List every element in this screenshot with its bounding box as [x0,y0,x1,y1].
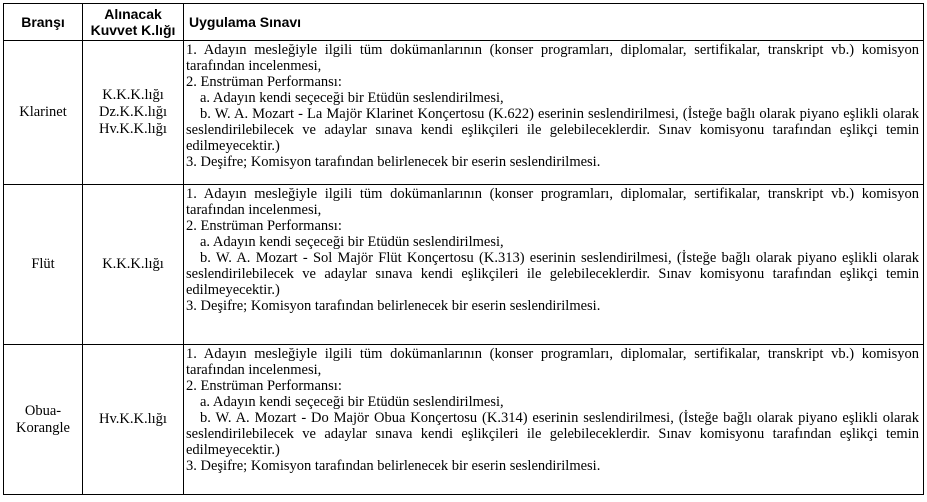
exam-description-cell [184,41,924,185]
exam-item-sight-reading: 3. Deşifre; Komisyon tarafından belirlenecek bir eserin seslendirilmesi. [186,154,601,170]
branch-cell: Flüt [4,185,83,345]
header-exam: Uygulama Sınavı [184,4,924,41]
exam-item-documents: 1. Adayın mesleğiyle ilgili tüm dokümanlarının (konser programları, diplomalar, sertifikalar, transkript vb.) komisyon tarafından incelenmesi, [186,186,919,218]
quota-item: Hv.K.K.lığı [99,121,167,137]
exam-item-performance: 2. Enstrüman Performansı: [186,218,342,234]
exam-subitem-etude: a. Adayın kendi seçeceği bir Etüdün seslendirilmesi, [200,90,504,106]
branch-cell: Obua-Korangle [4,345,83,495]
quota-cell [83,41,184,185]
quota-item: K.K.K.lığı [102,87,164,103]
header-branch: Branşı [4,4,83,41]
exam-subitem-concerto: b. W. A. Mozart - La Majör Klarinet Konçertosu (K.622) eserinin seslendirilmesi, (İsteğe bağlı olarak piyano eşlikli olarak seslendirilebilecek ve adaylar sınava kendi eşlikçileri ile gelebileceklerdir. Sınav komisyonu tarafından eşlikçi temin edilmeyecektir.) [186,106,919,154]
exam-item-performance: 2. Enstrüman Performansı: [186,74,342,90]
branch-cell: Klarinet [4,41,83,185]
header-quota: Alınacak Kuvvet K.lığı [83,4,184,41]
exam-subitem-concerto: b. W. A. Mozart - Do Majör Obua Konçertosu (K.314) eserinin seslendirilmesi, (İsteğe bağlı olarak piyano eşlikli olarak seslendirilebilecek ve adaylar sınava kendi eşlikçileri ile gelebileceklerdir. Sınav komisyonu tarafından eşlikçi temin edilmeyecektir.) [186,410,919,458]
quota-item: Dz.K.K.lığı [98,104,168,120]
exam-description-cell [184,185,924,345]
exam-subitem-concerto: b. W. A. Mozart - Sol Majör Flüt Konçertosu (K.313) eserinin seslendirilmesi, (İsteğe bağlı olarak piyano eşlikli olarak seslendirilebilecek ve adaylar sınava kendi eşlikçileri ile gelebileceklerdir. Sınav komisyonu tarafından eşlikçi temin edilmeyecektir.) [186,250,919,298]
exam-item-documents: 1. Adayın mesleğiyle ilgili tüm dokümanlarının (konser programları, diplomalar, sertifikalar, transkript vb.) komisyon tarafından incelenmesi, [186,346,919,378]
exam-description-cell [184,345,924,495]
table-row-obua-korangle [4,345,924,495]
header-row [4,4,924,41]
quota-cell [83,345,184,495]
exam-item-performance: 2. Enstrüman Performansı: [186,378,342,394]
exam-item-sight-reading: 3. Deşifre; Komisyon tarafından belirlenecek bir eserin seslendirilmesi. [186,298,601,314]
table-row-flut [4,185,924,345]
exam-item-documents: 1. Adayın mesleğiyle ilgili tüm dokümanlarının (konser programları, diplomalar, sertifikalar, transkript vb.) komisyon tarafından incelenmesi, [186,42,919,74]
exam-subitem-etude: a. Adayın kendi seçeceği bir Etüdün seslendirilmesi, [200,394,504,410]
exam-subitem-etude: a. Adayın kendi seçeceği bir Etüdün seslendirilmesi, [200,234,504,250]
exam-item-sight-reading: 3. Deşifre; Komisyon tarafından belirlenecek bir eserin seslendirilmesi. [186,458,601,474]
quota-item: Hv.K.K.lığı [99,411,167,427]
quota-item: K.K.K.lığı [102,256,164,272]
table-row-klarinet [4,41,924,185]
quota-cell [83,185,184,345]
exam-requirements-table [3,3,924,495]
